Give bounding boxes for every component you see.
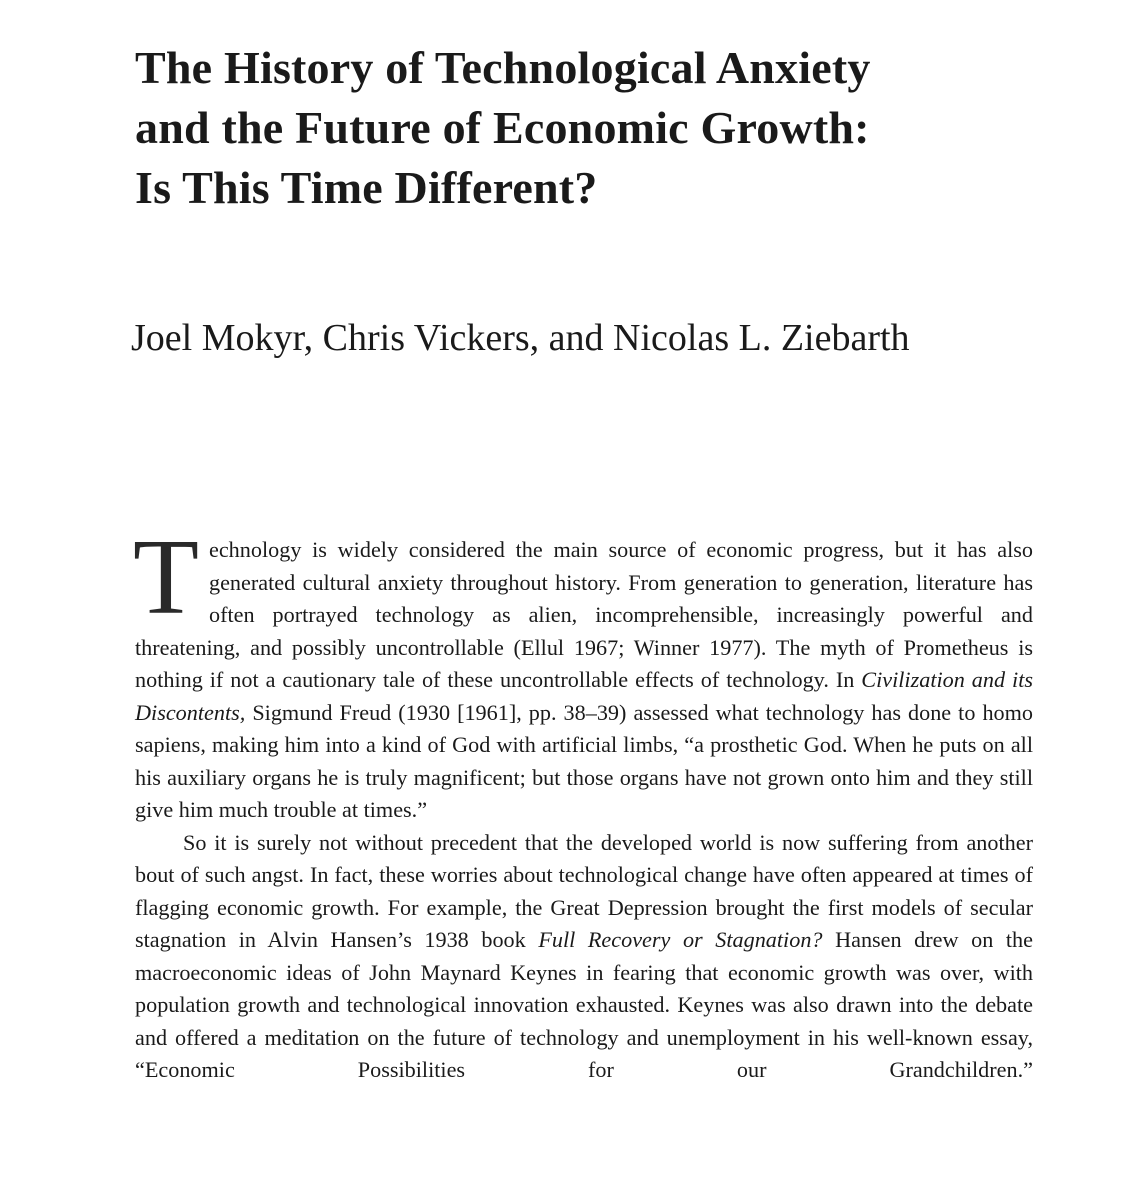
- paragraph-2: [135, 827, 1033, 1087]
- drop-cap: T: [133, 518, 199, 637]
- title-line-3: Is This Time Different?: [135, 162, 598, 213]
- paragraph-1: [133, 518, 1033, 827]
- paragraph-1-text-b: Sigmund Freud (1930 [1961], pp. 38–39) assessed what technology has done to homo sapiens, making him into a kind of God with artificial limbs, “a prosthetic God. When he puts on all his auxiliary organs he is truly magnificent; but those organs have not grown onto him and they still give him much trouble at times.”: [135, 699, 1033, 822]
- author-list: Joel Mokyr, Chris Vickers, and Nicolas L. Ziebarth: [131, 317, 910, 359]
- paragraph-1-italic-title: Civilization and its Discontents,: [135, 667, 1033, 725]
- paragraph-2-text-a: So it is surely not without precedent that the developed world is now suffering from another bout of such angst. In fact, these worries about technological change have often appeared at times of flagging economic growth. For example, the Great Depression brought the first models of secular stagnation in Alvin Hansen’s 1938 book: [135, 829, 1033, 952]
- article-body: [133, 518, 1033, 1087]
- paragraph-1-text-a: echnology is widely considered the main source of economic progress, but it has also generated cultural anxiety throughout history. From generation to generation, literature has often portrayed technology as alien, incomprehensible, increasingly powerful and threatening, and possibly uncontrollable (Ellul 1967; Winner 1977). The myth of Prometheus is nothing if not a cautionary tale of these uncontrollable effects of technology. In: [135, 537, 1033, 692]
- title-line-2: and the Future of Economic Growth:: [135, 102, 870, 153]
- paragraph-2-text-b: Hansen drew on the macroeconomic ideas of John Maynard Keynes in fearing that economic growth was over, with population growth and technological innovation exhausted. Keynes was also drawn into the debate and offered a meditation on the future of technology and unemployment in his well-known essay, “Economic Possibilities for our Grandchildren.”: [135, 927, 1033, 1082]
- title-line-1: The History of Technological Anxiety: [135, 42, 871, 93]
- article-title: [135, 38, 1033, 218]
- paragraph-2-italic-title: Full Recovery or Stagnation?: [538, 927, 823, 952]
